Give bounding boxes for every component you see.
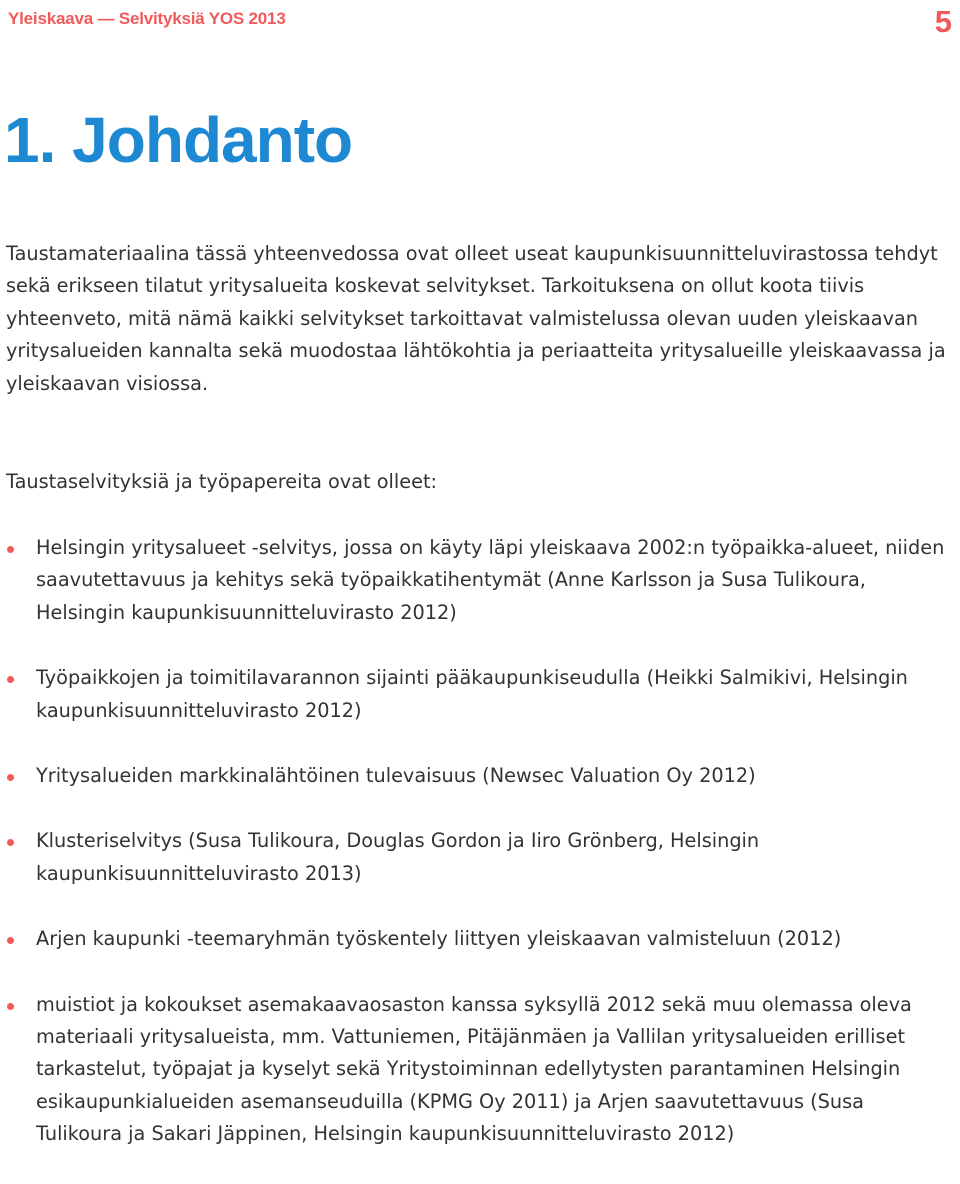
list-item-text: Yritysalueiden markkinalähtöinen tulevaisuus (Newsec Valuation Oy 2012) [36,764,756,788]
bullet-icon [7,774,14,781]
list-item-text: Arjen kaupunki -teemaryhmän työskentely liittyen yleiskaavan valmisteluun (2012) [36,927,842,951]
list-item-text: Klusteriselvitys (Susa Tulikoura, Douglas Gordon ja Iiro Grönberg, Helsingin kaupunkisuunnitteluvirasto 2013) [36,829,760,885]
list-item [0,662,950,727]
page-number: 5 [934,4,952,39]
list-item-text: Työpaikkojen ja toimitilavarannon sijainti pääkaupunkiseudulla (Heikki Salmikivi, Helsingin kaupunkisuunnitteluvirasto 2012) [36,666,908,722]
intro-paragraph: Taustamateriaalina tässä yhteenvedossa ovat olleet useat kaupunkisuunnitteluvirastossa tehdyt sekä erikseen tilatut yritysalueita koskevat selvitykset. Tarkoituksena on ollut koota tiivis yhteenveto, mitä nämä kaikki selvitykset tarkoittavat valmistelussa olevan uuden yleiskaavan yritysalueiden kannalta sekä muodostaa lähtökohtia ja periaatteita yritysalueille yleiskaavassa ja yleiskaavan visiossa. [6,242,946,395]
list-item [0,989,950,1151]
list-item [0,532,950,629]
list-item [0,825,950,890]
bullet-icon [7,676,14,683]
list-item [0,760,950,792]
lead-paragraph: Taustaselvityksiä ja työpapereita ovat olleet: [6,470,438,493]
bullet-icon [7,1003,14,1010]
bullet-icon [7,546,14,553]
list-item-text: Helsingin yritysalueet -selvitys, jossa on käyty läpi yleiskaava 2002:n työpaikka-alueet, niiden saavutettavuus ja kehitys sekä työpaikkatihentymät (Anne Karlsson ja Susa Tulikoura, Helsingin kaupunkisuunnitteluvirasto 2012) [36,536,945,624]
list-item [0,923,950,955]
bullet-icon [7,937,14,944]
chapter-heading: 1. Johdanto [4,104,353,176]
running-header: Yleiskaava — Selvityksiä YOS 2013 [8,9,286,28]
reference-list [0,532,950,1184]
list-item-text: muistiot ja kokoukset asemakaavaosaston kanssa syksyllä 2012 sekä muu olemassa oleva materiaali yritysalueista, mm. Vattuniemen, Pitäjänmäen ja Vallilan yritysalueiden erilliset tarkastelut, työpajat ja kyselyt sekä Yritystoiminnan edellytysten parantaminen Helsingin esikaupunkialueiden asemanseuduilla (KPMG Oy 2011) ja Arjen saavutettavuus (Susa Tulikoura ja Sakari Jäppinen, Helsingin kaupunkisuunnitteluvirasto 2012) [36,992,912,1146]
bullet-icon [7,839,14,846]
